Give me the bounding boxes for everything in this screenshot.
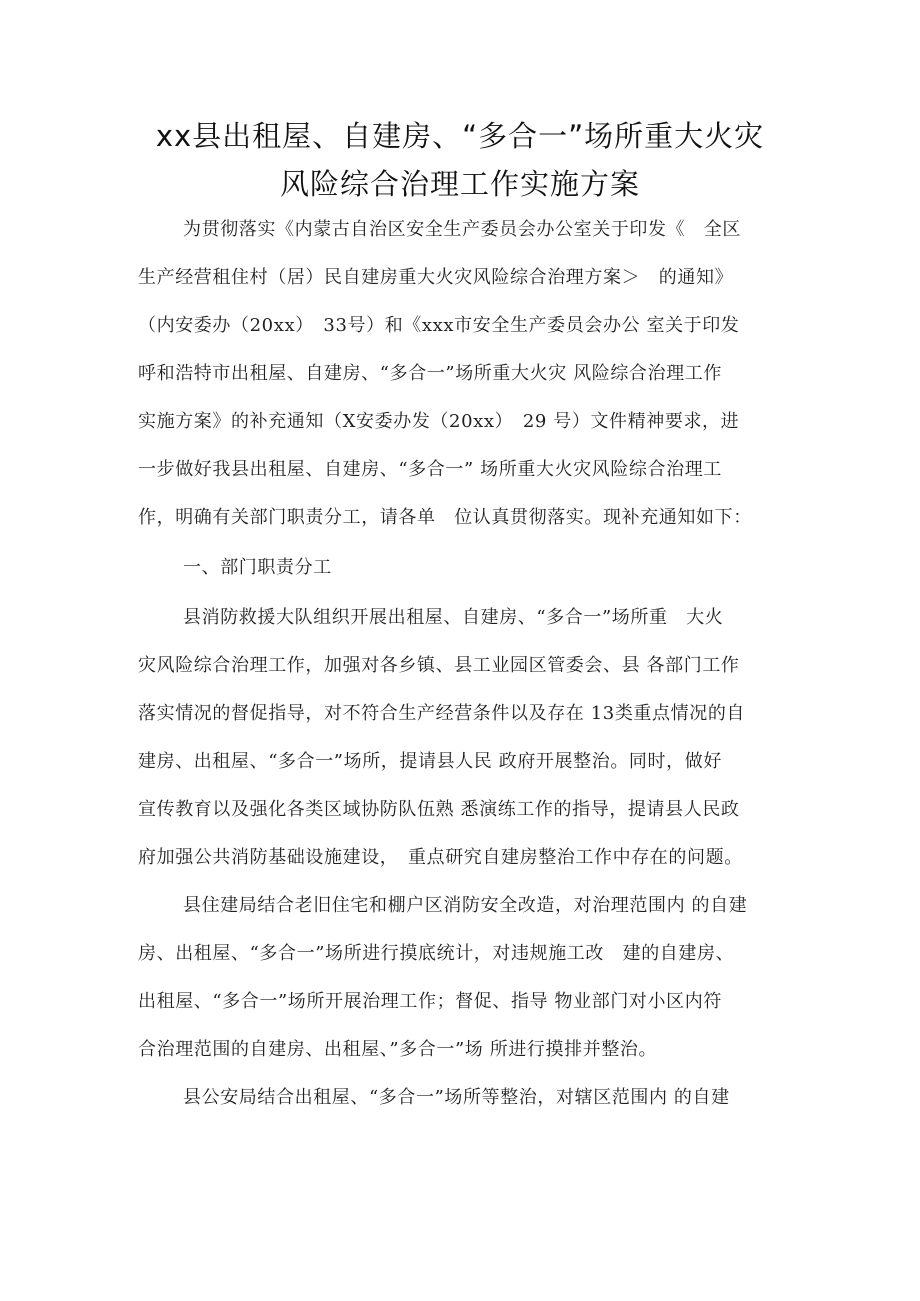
body-line: 合治理范围的自建房、出租屋、”多合一”场 所进行摸排并整治。 xyxy=(138,1039,658,1060)
body-line: 县消防救援大队组织开展出租屋、自建房、“多合一”场所重 大火 xyxy=(183,607,724,628)
body-line: 宣传教育以及强化各类区域协防队伍熟 悉演练工作的指导，提请县人民政 xyxy=(138,799,740,820)
body-line: 一步做好我县出租屋、自建房、“多合一” 场所重大火灾风险综合治理工 xyxy=(138,459,722,480)
body-line: （内安委办（20xx） 33号）和《xxx市安全生产委员会办公 室关于印发 xyxy=(138,315,740,336)
body-line: 呼和浩特市出租屋、自建房、“多合一”场所重大火灾 风险综合治理工作 xyxy=(138,363,722,384)
body-line: 县公安局结合出租屋、“多合一”场所等整治，对辖区范围内 的自建 xyxy=(183,1087,730,1108)
section-heading: 一、部门职责分工 xyxy=(183,557,332,578)
document-title-line-2: 风险综合治理工作实施方案 xyxy=(279,167,640,201)
body-line: 县住建局结合老旧住宅和棚户区消防安全改造，对治理范围内 的自建 xyxy=(183,895,748,916)
body-line: 实施方案》的补充通知（X安委办发（20xx） 29 号）文件精神要求，进 xyxy=(138,411,740,432)
body-line: 出租屋、“多合一”场所开展治理工作；督促、指导 物业部门对小区内符 xyxy=(138,991,722,1012)
body-line: 为贯彻落实《内蒙古自治区安全生产委员会办公室关于印发《 全区 xyxy=(183,219,741,240)
body-line: 生产经营租住村（居）民自建房重大火灾风险综合治理方案＞ 的通知》 xyxy=(138,267,734,288)
body-line: 房、出租屋、“多合一”场所进行摸底统计，对违规施工改 建的自建房、 xyxy=(138,943,735,964)
document-title-line-1: xx县出租屋、自建房、“多合一”场所重大火灾 xyxy=(155,119,765,153)
body-line: 灾风险综合治理工作，加强对各乡镇、县工业园区管委会、县 各部门工作 xyxy=(138,655,740,676)
body-line: 建房、出租屋、“多合一”场所，提请县人民 政府开展整治。同时，做好 xyxy=(138,751,722,772)
body-line: 作，明确有关部门职责分工，请各单 位认真贯彻落实。现补充通知如下： xyxy=(138,507,752,528)
body-line: 落实情况的督促指导，对不符合生产经营条件以及存在 13类重点情况的自 xyxy=(138,703,746,724)
body-line: 府加强公共消防基础设施建设， 重点研究自建房整治工作中存在的问题。 xyxy=(138,847,743,868)
